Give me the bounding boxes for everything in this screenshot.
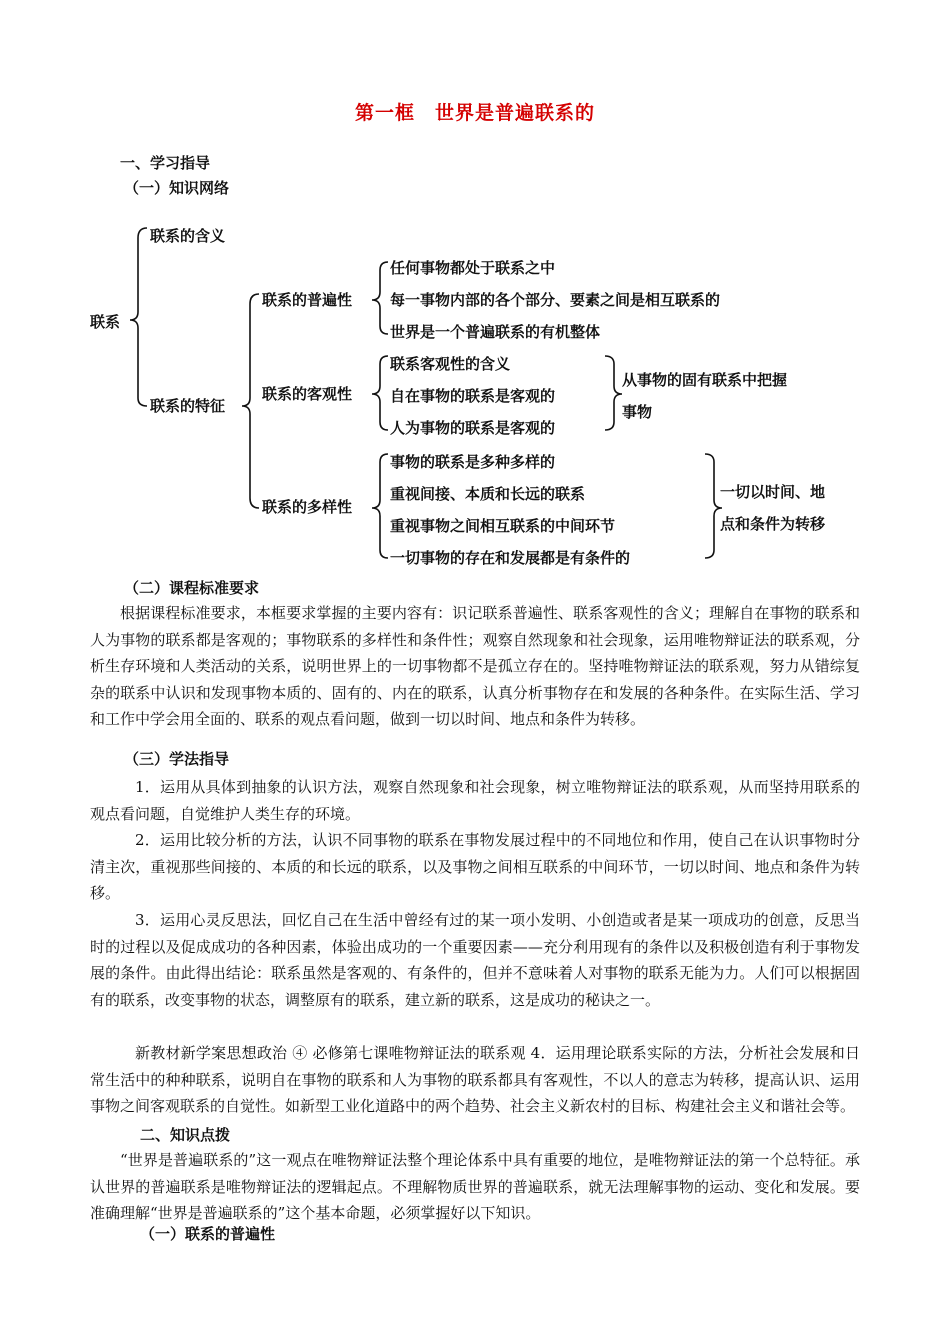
diverse-conclusion-line1: 一切以时间、地 [720,483,826,501]
section-heading-knowledge-tips: 二、知识点拨 [140,1126,231,1144]
paragraph-method-4: 新教材新学案思想政治 ④ 必修第七课唯物辩证法的联系观 4．运用理论联系实际的方法，分析社会发展和日常生活中的种种联系，说明自在事物的联系和人为事物的联系都具有客观性，不以人的意志为转移，提高认识、运用事物之间客观联系的自觉性。如新型工业化道路中的两个趋势、社会主义新农村的目标、构建社会主义和谐社会等。 [90,1044,860,1115]
diverse-conclusion-brace [705,454,722,558]
node-root: 联系 [90,313,121,331]
leaf-universal-3: 世界是一个普遍联系的有机整体 [390,323,601,341]
objective-conclusion-line1: 从事物的固有联系中把握 [622,371,788,389]
knowledge-network-diagram [0,0,950,600]
leaf-universal-1: 任何事物都处于联系之中 [390,259,556,277]
node-meaning: 联系的含义 [150,227,226,245]
leaf-universal-2: 每一事物内部的各个部分、要素之间是相互联系的 [390,291,721,309]
leaf-diverse-1: 事物的联系是多种多样的 [390,453,556,471]
leaf-objective-3: 人为事物的联系是客观的 [390,419,556,437]
objective-conclusion-brace [605,356,622,430]
node-objective: 联系的客观性 [262,385,353,403]
features-brace [242,294,259,508]
subheading-universality: （一）联系的普遍性 [140,1225,276,1243]
page-title: 第一框 世界是普遍联系的 [354,102,595,124]
subheading-curriculum-standard: （二）课程标准要求 [124,579,260,597]
leaf-objective-2: 自在事物的联系是客观的 [390,387,556,405]
leaf-diverse-4: 一切事物的存在和发展都是有条件的 [390,549,631,567]
diverse-brace [372,454,388,558]
subheading-study-method: （三）学法指导 [124,750,230,768]
paragraph-method-3: 3．运用心灵反思法，回忆自己在生活中曾经有过的某一项小发明、小创造或者是某一项成功的创意，反思当时的过程以及促成成功的各种因素，体验出成功的一个重要因素——充分利用现有的条件以及积极创造有利于事物发展的条件。由此得出结论：联系虽然是客观的、有条件的，但并不意味着人对事物的联系无能为力。人们可以根据固有的联系，改变事物的状态，调整原有的联系，建立新的联系，这是成功的秘诀之一。 [90,911,860,1009]
leaf-diverse-2: 重视间接、本质和长远的联系 [390,485,586,503]
paragraph-method-2: 2．运用比较分析的方法，认识不同事物的联系在事物发展过程中的不同地位和作用，使自己在认识事物时分清主次，重视那些间接的、本质的和长远的联系，以及事物之间相互联系的中间环节，一切以时间、地点和条件为转移。 [90,831,860,902]
paragraph-knowledge-intro: “世界是普遍联系的”这一观点在唯物辩证法整个理论体系中具有重要的地位，是唯物辩证法的第一个总特征。承认世界的普遍联系是唯物辩证法的逻辑起点。不理解物质世界的普遍联系，就无法理解事物的运动、变化和发展。要准确理解“世界是普遍联系的”这个基本命题，必须掌握好以下知识。 [90,1151,860,1222]
paragraph-method-1: 1．运用从具体到抽象的认识方法，观察自然现象和社会现象，树立唯物辩证法的联系观，从而坚持用联系的观点看问题，自觉维护人类生存的环境。 [90,778,860,823]
section-heading-study-guide: 一、学习指导 [120,154,211,172]
objective-brace [372,356,388,430]
leaf-diverse-3: 重视事物之间相互联系的中间环节 [390,517,616,535]
diverse-conclusion-line2: 点和条件为转移 [720,515,826,533]
leaf-objective-1: 联系客观性的含义 [390,355,511,373]
node-diverse: 联系的多样性 [262,498,353,516]
universal-brace [372,262,388,334]
root-brace [130,228,147,406]
subheading-knowledge-network: （一）知识网络 [124,179,230,197]
objective-conclusion-line2: 事物 [622,403,653,421]
node-features: 联系的特征 [150,397,226,415]
node-universal: 联系的普遍性 [262,291,353,309]
paragraph-curriculum-standard: 根据课程标准要求，本框要求掌握的主要内容有：识记联系普遍性、联系客观性的含义；理解自在事物的联系和人为事物的联系都是客观的；事物联系的多样性和条件性；观察自然现象和社会现象，运用唯物辩证法的联系观，分析生存环境和人类活动的关系，说明世界上的一切事物都不是孤立存在的。坚持唯物辩证法的联系观，努力从错综复杂的联系中认识和发现事物本质的、固有的、内在的联系，认真分析事物存在和发展的各种条件。在实际生活、学习和工作中学会用全面的、联系的观点看问题，做到一切以时间、地点和条件为转移。 [90,604,860,728]
